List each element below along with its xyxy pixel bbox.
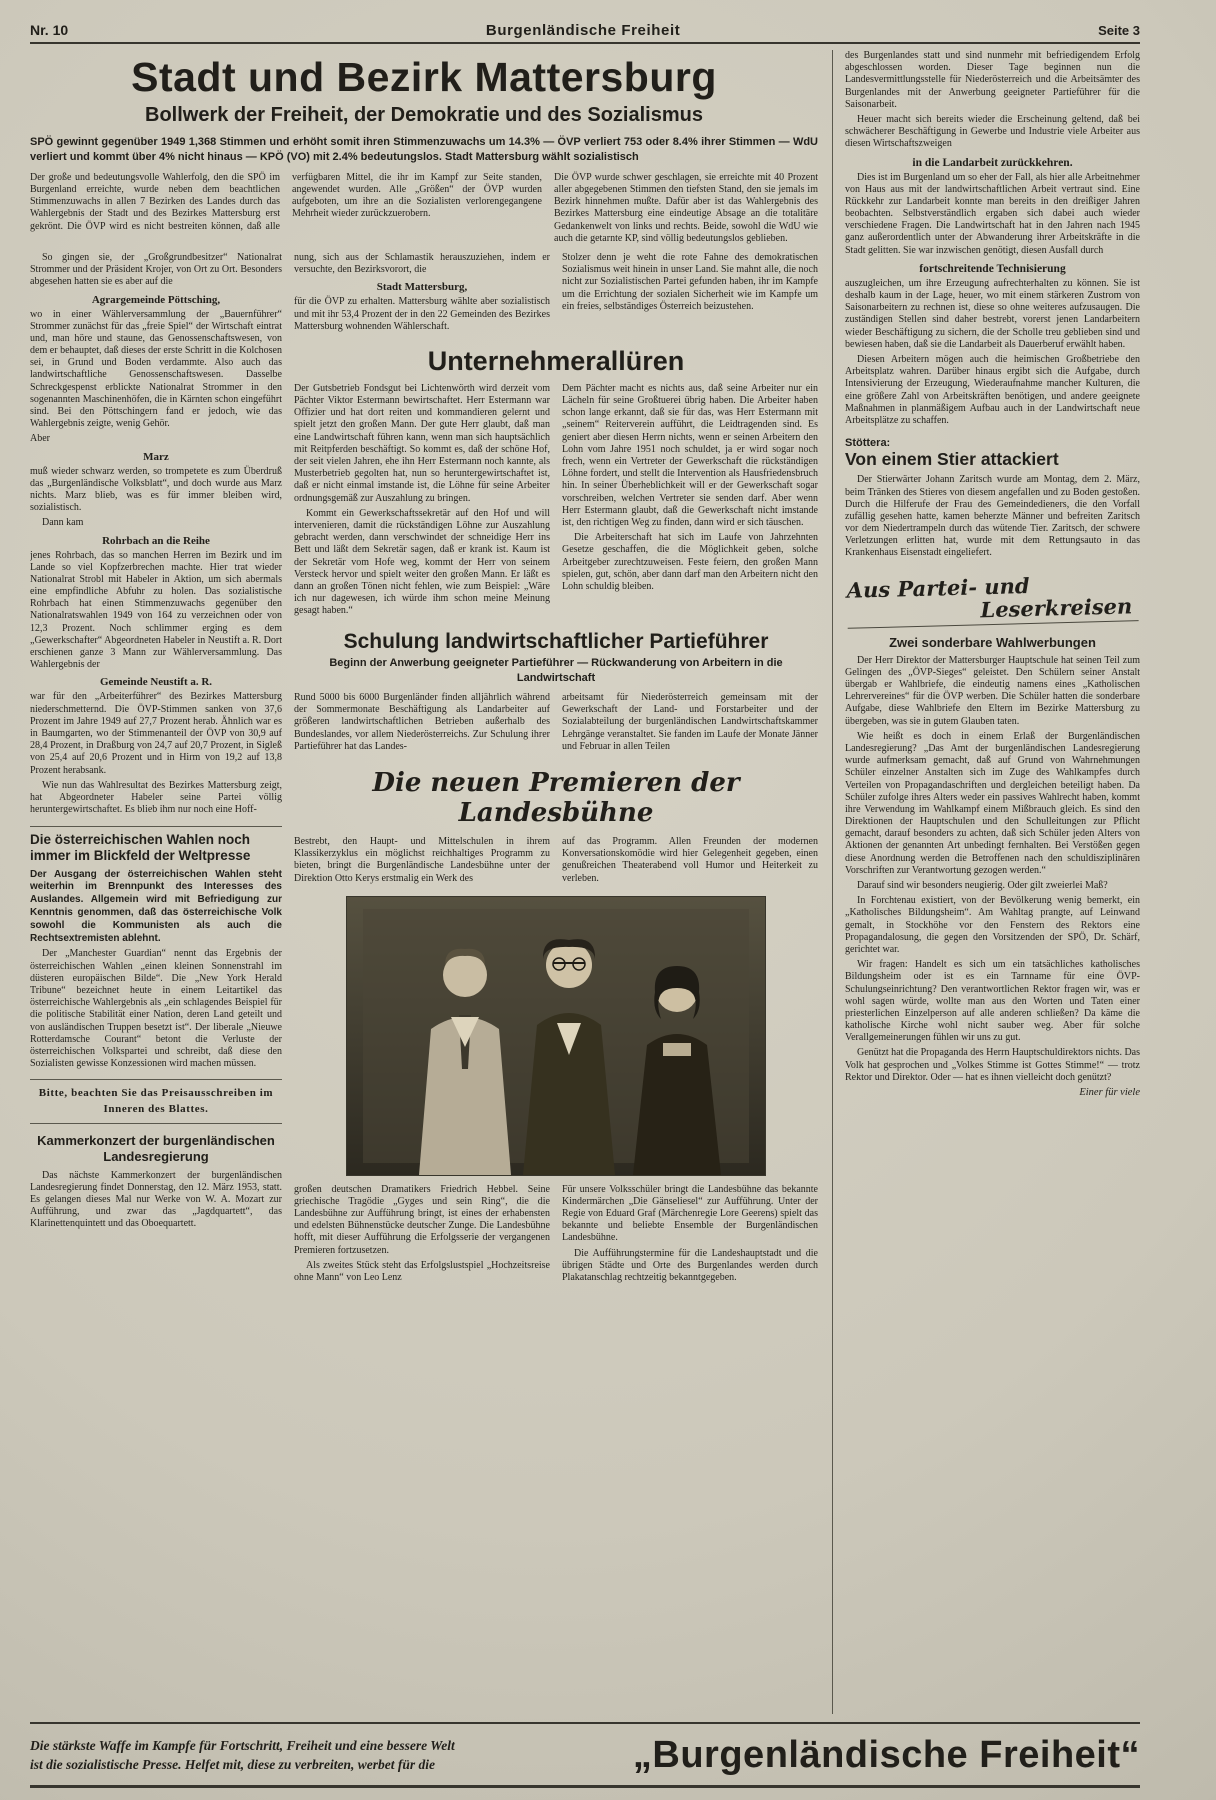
article-paragraph: Wir fragen: Handelt es sich um ein tatsächliches katholisches Bildungsheim oder ist es ein Tarnname für eine ÖVP-Schulungseinrichtung? Den verantwortlichen Rektor fragen wir, was er wohl sagen würde, wollte man aus den Worten und Taten einer priesterlichen Einzelperson auf alle anderen schließen? Da käme die katholische Kirche wohl nicht sauber weg. Aber für solche Verallgemeinerungen fühlen wir uns zu gut. [845,959,1140,1044]
lead-summary: SPÖ gewinnt gegenüber 1949 1,368 Stimmen und erhöht somit ihren Stimmenzuwachs um 14.3% — ÖVP verliert 753 oder 8.4% ihrer Stimmen — WdU verliert und kommt über 4% nicht hinaus — KPÖ (VO) mit 2.4% bedeutungslos. Stadt Mattersburg wählt sozialistisch [30,136,818,164]
article-paragraph: für die ÖVP zu erhalten. Mattersburg wählte aber sozialistisch und mit ihr 53,4 Prozent der in den 22 Gemeinden des Bezirkes Mattersburg wohnenden Wählerschaft. [294,296,550,332]
article-paragraph: Die Arbeiterschaft hat sich im Laufe von Jahrzehnten Gesetze geschaffen, die die Möglichkeit geben, solche Arbeitgeber zurechtzuweisen. Feste feiern, den großen Mann spielen, gut, schön, aber dann darf man den Arbeitern nicht den Lohn schuldig bleiben. [562,532,818,592]
article-paragraph: war für den „Arbeiterführer“ des Bezirkes Mattersburg niederschmetternd. Die ÖVP-Stimmen sanken von 37,6 Prozent im Jahre 1949 auf 27,7 Prozent herab. Ähnlich war es in Baumgarten, wo der Stimmenanteil der ÖVP von 30,9 auf 28,4 Prozent, in Draßburg von 24,7 auf 20,7 Prozent, in Sigleß von 25,4 auf 20,6 Prozent und in Hirm von 19,2 auf 13,8 Prozent herabsank. [30,691,282,776]
article-schulung [294,630,818,756]
preisausschreiben-notice: Bitte, beachten Sie das Preisausschreiben im Inneren des Blattes. [30,1079,282,1124]
issue-number: Nr. 10 [30,22,69,38]
crosshead-landarbeit: in die Landarbeit zurückkehren. [912,156,1073,169]
premieren-top-columns [294,836,818,888]
article-premieren [294,768,818,1287]
crosshead-neustift: Gemeinde Neustift a. R. [99,676,213,689]
article-paragraph: Rund 5000 bis 6000 Burgenländer finden alljährlich während der Sommermonate Beschäftigung als Landarbeiter auf größeren landwirtschaftlichen Betrieben außerhalb des Bundeslandes, vor allem Niederösterreichs. Zur Schulung ihrer Partieführer hat das Landes- [294,692,550,752]
article-paragraph: Stolzer denn je weht die rote Fahne des demokratischen Sozialismus weit hinein in unser Land. Sie mahnt alle, die noch nicht zur Sozialistischen Partei gefunden haben, ihr im Kampfe um die Errichtung der sozialen Sicherheit wie im Kampfe um ein freies, selbständiges Österreich beizustehen. [562,251,818,312]
intro-right-column [554,172,818,248]
lead-article-intro-row [30,172,818,248]
article-stier [845,437,1140,560]
article-paragraph: Für unsere Volksschüler bringt die Landesbühne das bekannte Kindermärchen „Die Gänseliesel“ zur Aufführung. Unter der Regie von Eduard Graf (Märchenregie Lore Geerens) spielt das bekannte und beliebte Ensemble der Burgenländischen Landesbühne. [562,1183,818,1244]
premieren-col-a [294,836,550,888]
schulung-subheadline: Beginn der Anwerbung geeigneter Partieführer — Rückwanderung von Arbeitern in die Landwirtschaft [329,657,783,684]
script-line-1: Aus Partei- und [846,572,1030,603]
article-paragraph: muß wieder schwarz werden, so trompetete es zum Überdruß das „Burgenländische Volksblatt“, und doch wurde aus Marz nichts. Marz blieb, was es für immer bleiben wird, sozialistisch. [30,465,282,514]
schulung-col-b [562,692,818,756]
article-unternehmerallueren [294,346,818,621]
article-kammerkonzert [30,1133,282,1230]
unternehmer-col-b [562,383,818,621]
lead-article-continuation-row [294,252,818,336]
wahlen-headline: Die österreichischen Wahlen noch immer im Blickfeld der Weltpresse [30,832,251,864]
article-paragraph: So gingen sie, der „Großgrundbesitzer“ Nationalrat Strommer und der Präsident Krojer, von Ort zu Ort. Besonders abgesehen hatten sie es aber auf die [30,251,282,288]
crosshead-rohrbach: Rohrbach an die Reihe [102,534,210,547]
article-paragraph: des Burgenlandes statt und sind nunmehr mit befriedigendem Erfolg abgeschlossen worden. Dieser Tage beginnen nun die Landesvermittlungsstelle für Niederösterreich und die Arbeitsämter des Burgenlandes mit der Anwerbung geeigneter Partieführer für die Saisonarbeit. [845,50,1140,110]
article-paragraph: Der Herr Direktor der Mattersburger Hauptschule hat seinen Teil zum Gelingen des „ÖVP-Sieges“ geleistet. Den Schülern seiner Anstalt übergab er Wahlbriefe, die eindeutig namens eines „Katholischen Lehrervereines“ für die ÖVP werben. Die Schüler hatten die sonderbare Aufgabe, diese Wahlbriefe den Eltern im Bezirke Mattersburg zu übergeben, was sie in gutem Glauben taten. [845,654,1140,727]
article-paragraph: Wie heißt es doch in einem Erlaß der Burgenländischen Landesregierung? „Das Amt der burgenländischen Landesregierung wurde aufmerksam gemacht, daß auf Grund von Wahrnehmungen Schüler einzelner Anstalten sich im Zuge des Wahlkampfes durch Verteilen von Propagandaschriften und dergleichen beteiligt haben. Da Schüler zufolge ihres Alters weder ein passives Wahlrecht haben, kommt ihre Verwendung im Wahlkampf einem Mißbrauch gleich. Es sind den Direktionen der Hauptschulen und den Schulleitungen zur Pflicht gemacht, darauf besonders zu achten, daß sich Schüler jeden Alters von Aktionen der genannten Art unbedingt fernhalten. Bei Verstößen gegen diese Anordnung werden die Betroffenen nach den schuldisziplinären Vorschriften zur Verantwortung gezogen werden.“ [845,730,1140,876]
page-number: Seite 3 [1098,23,1140,38]
article-paragraph: Diesen Arbeitern mögen auch die heimischen Großbetriebe den Arbeitsplatz wahren. Darüber hinaus ergibt sich die Aufgabe, durch Intensivierung der Erzeugung, Wiederaufnahme mancher Kulturen, die eine größere Zahl von Arbeitskräften benötigen, und andere geeignete Maßnahmen in planmäßigem Aufbau auch in der Landwirtschaft neue Arbeitsplätze zu schaffen. [845,353,1140,426]
article-paragraph: Heuer macht sich bereits wieder die Erscheinung geltend, daß bei schwächerer Beschäftigung in Gewerbe und Industrie viele Arbeiter aus diesen Wirtschaftszweigen [845,113,1140,150]
continuation-left [294,252,550,336]
crosshead-stadt-mattersburg: Stadt Mattersburg, [376,281,468,294]
theater-photo [346,896,766,1176]
intro-columns [30,172,542,248]
schulung-col-a [294,692,550,756]
article-paragraph: Der „Manchester Guardian“ nennt das Ergebnis der österreichischen Wahlen „einen kleinen Sonnenstrahl im düsteren europäischen Bilde“. Die „New York Herald Tribune“ bezeichnet heute in einem Leitartikel das österreichische Wahlergebnis als „ein schlagendes Beispiel für die politische Stabilität einer Nation, deren Land geteilt und von ausländischen Truppen besetzt ist“. Der liberale „Nieuwe Rotterdamsche Courant“ betont die Verluste der österreichischen Volkspartei und schreibt, daß diese den Sozialisten gewisse Konzessionen wird machen müssen. [30,948,282,1070]
article-wahlen-weltpresse [30,826,282,1070]
article-paragraph: Bestrebt, den Haupt- und Mittelschulen in ihrem Klassikerzyklus ein möglichst reichhaltiges Programm zu bieten, bringt die Burgenländische Landesbühne unter der Direktion Otto Kerys erstmalig ein Werk des [294,835,550,884]
main-area [30,50,818,1714]
article-paragraph: Kommt ein Gewerkschaftssekretär auf den Hof und will intervenieren, damit die rückständigen Löhne zur Auszahlung gebracht werden, dann verschwindet der schneidige Herr ins Bett und läßt dem Sekretär sagen, daß er krank ist. Kaum ist der Sekretär vom Hofe weg, kommt der Herr von seinem Versteck hervor und spielt weiter den großen Mann. Er läßt es dann an großen Tönen nicht fehlen, wie zum Beispiel: „Wäre ich nur dagewesen, ich würde ihm schon meine Meinung gesagt haben.“ [294,507,550,617]
premieren-below-left [294,1184,550,1288]
premieren-bottom-columns [294,1184,818,1288]
article-paragraph: jenes Rohrbach, das so manchen Herren im Bezirk und im Lande so viel Kopfzerbrechen machte. Hier trat wieder Nationalrat Strobl mit Habeler in Aktion, um sich abermals eine empfindliche Abfuhr zu holen. Das sozialistische Rohrbach hat einen Stimmenzuwachs gegenüber den Nationalratswahlen 1949 von 164 zu verzeichnen oder von 12,3 Prozent. Noch schlimmer erging es dem „Gewerkschafter“ Abgeordneten Habeler in Neustift a. R. Dort erschienen ganze 3 Mann zur Wählerversammlung. Das Wahlergebnis der [30,549,282,671]
article-paragraph: Dem Pächter macht es nichts aus, daß seine Arbeiter nur ein Lächeln für seine Großtuerei übrig haben. Die Arbeiter haben schon lange erkannt, daß sie für das, was Herr Estermann mit „seinem“ Reiterverein aufführt, die Leidtragenden sind. Es geniert aber diesen Herrn nichts, wenn er seinen Arbeitern den Lohn vom Jahre 1951 noch schuldet, ja er wird sogar noch frech, wenn ein Vertreter der Gewerkschaft die rückständigen Löhne fordert, und stellt die Intervention als Hausfriedensbruch hin. In seiner Überheblichkeit will er der Gewerkschaft sogar vorschreiben, welchen Vertreter sie senden darf. Aber wenn Herr Estermann glaubt, daß die Gewerkschaft nicht imstande ist, den richtigen Weg zu finden, dann wird er sich täuschen. [562,382,818,528]
article-paragraph: nung, sich aus der Schlamastik herauszuziehen, indem er versuchte, den Bezirksvorort, die [294,251,550,276]
article-paragraph: Der Gutsbetrieb Fondsgut bei Lichtenwörth wird derzeit vom Pächter Viktor Estermann bewirtschaftet. Herr Estermann war Offizier und hat dort reiten und kommandieren gelernt und spielt jetzt den großen Mann. Der gute Herr glaubt, daß man eine Landwirtschaft führen kann, wenn man sich hauptsächlich mit Reitpferden beschäftigt. So kommt es, daß der schöne Hof, der seit vielen Jahren, ehe ihn Herr Estermann noch kannte, als Musterbetrieb gegolten hat, nun so heruntergewirtschaftet ist, daß er nicht einmal imstande ist, die Löhne für seine Arbeiter ordnungsgemäß zur Auszahlung zu bringen. [294,382,550,504]
schulung-columns [294,692,818,756]
article-paragraph: Darauf sind wir besonders neugierig. Oder gilt zweierlei Maß? [857,880,1108,891]
article-paragraph: Aber [30,433,50,445]
crosshead-technisierung: fortschreitende Technisierung [919,262,1066,275]
article-paragraph: Die ÖVP wurde schwer geschlagen, sie erreichte mit 40 Prozent aller abgegebenen Stimmen den tiefsten Stand, den sie jemals im Bezirk hinnehmen mußte. Dafür aber ist das Wahlergebnis des Bezirkes Mattersburg eine eindeutige Absage an die totalitäre Gedankenwelt von links und rechts. Beide, sowohl die WdU wie auch die getarnte KP, sind völlig bedeutungslos geblieben. [554,171,818,244]
kammerkonzert-headline: Kammerkonzert der burgenländischen Landesregierung [37,1133,275,1165]
main-columns-row [30,252,818,1287]
unternehmer-col-a [294,383,550,621]
masthead-title: Burgenländische Freiheit [485,22,681,39]
stier-kicker: Stöttera: [845,437,891,450]
continuation-right [562,252,818,336]
lead-article-head [30,56,818,166]
premieren-headline: Die neuen Premieren der Landesbühne [372,767,740,828]
left-column [30,252,282,1287]
center-column [294,252,818,1287]
premieren-below-right [562,1184,818,1288]
script-line-2: Leserkreisen [847,593,1139,629]
article-wahlwerbungen [845,635,1140,1098]
article-paragraph: Der große und bedeutungsvolle Wahlerfolg, den die SPÖ im Burgenland erreichte, wurde neben dem beachtlichen Stimmenzuwachs in allen 7 Bezirken des Landes durch das Wahlergebnis der Stadt und des Bezirkes Mattersburg erst gekrönt. Die ÖVP wird es nicht bestreiten können, daß alle verfügbaren Mittel, die ihr im Kampf zur Seite standen, angewendet wurden. Alle „Größen“ der ÖVP wurden aufgeboten, um ihre an die Sozialisten verlorengegangene Mehrheit wieder zurückzuerobern. [30,171,542,232]
article-paragraph: Wie nun das Wahlresultat des Bezirkes Mattersburg zeigt, hat Abgeordneter Habeler seine Partei völlig heruntergewirtschaftet. Es blieb ihm nur noch eine Hoff- [30,779,282,816]
article-signature: Einer für viele [1079,1087,1140,1098]
wahlwerbungen-headline: Zwei sonderbare Wahlwerbungen [889,634,1096,650]
article-paragraph: Dies ist im Burgenland um so eher der Fall, als hier alle Arbeitnehmer von Haus aus mit der landwirtschaftlichen Arbeit vertraut sind. Eine Rückkehr zur Landarbeit konnte man bereits in den dreißiger Jahren beobachten. Selbstverständlich ergaben sich dabei auch wieder verschiedene Fragen. Die Landwirtschaft hat in den Jahren nach 1945 ganz außerordentlich unter der Abwanderung ihrer Arbeitskräfte in die Stadt gelitten. Sie war inzwischen genötigt, diesen Ausfall durch [845,171,1140,256]
footer-brand: „Burgenländische Freiheit“ [632,1734,1140,1776]
article-paragraph: Genützt hat die Propaganda des Herrn Hauptschuldirektors nichts. Das Volk hat gesprochen und „Volkes Stimme ist Gottes Stimme!“ — trotz Rektor und Direktor. Oder — hat es ihnen vielleicht doch genützt? [845,1047,1140,1083]
unternehmer-columns [294,383,818,621]
article-paragraph: arbeitsamt für Niederösterreich gemeinsam mit der Gewerkschaft der Land- und Forstarbeiter und der Sozialabteilung der burgenländischen Landwirtschaftskammer Lehrgänge veranstaltet. Sie fanden im Laufe der Monate Jänner und Februar in allen Teilen [562,692,818,752]
article-paragraph: Die Aufführungstermine für die Landeshauptstadt und die übrigen Städte und Orte des Burgenlandes werden durch Plakatanschlag rechtzeitig bekanntgegeben. [562,1247,818,1284]
wahlen-lead: Der Ausgang der österreichischen Wahlen steht weiterhin im Brennpunkt des Interesses des Auslandes. Allgemein wird mit Befriedigung zur Kenntnis genommen, daß das österreichische Volk sowohl die Kommunisten als auch die Rechtsextremisten ablehnt. [30,868,282,944]
page-body [30,44,1140,1714]
crosshead-poettsching: Agrargemeinde Pöttsching, [91,293,221,306]
footer-slogan-line-2: ist die sozialistische Presse. Helfet mit, diese zu verbreiten, werbet für die [30,1756,435,1772]
article-paragraph: Dann kam [42,517,84,529]
article-paragraph: großen deutschen Dramatikers Friedrich Hebbel. Seine griechische Tragödie „Gyges und sein Ring“, die die Landesbühne zur Aufführung bringt, ist eines der erhabensten und edelsten Bühnenstücke deutscher Zunge. Die Landesbühne hofft, mit dieser Aufführung die Erfolgsserie der vergangenen Premieren fortzusetzen. [294,1183,550,1256]
page-header [30,22,1140,44]
schulung-headline: Schulung landwirtschaftlicher Partieführer [343,630,769,654]
unternehmer-headline: Unternehmerallüren [427,345,685,376]
article-paragraph: Als zweites Stück steht das Erfolgslustspiel „Hochzeitsreise ohne Mann“ von Leo Lenz [294,1259,550,1284]
article-paragraph: wo in einer Wählerversammlung der „Bauernführer“ Strommer zunächst für das „freie Spiel“ der Wirtschaft eintrat und, man höre und staune, das Genossenschaftswesen, von dem er behauptet, daß dieses der erste Schritt in die Kolchosen sei, in Grund und Boden verdammte. Also auch das landwirtschaftliche Genossenschaftswesen. Dasselbe Schreckgespenst erblickte Nationalrat Strommer in den sogenannten Maschinenhöfen, die in Kärnten schon eingeführt sind. Bei den Pöttschingern fand er jedoch, wie das Wahlergebnis zeigte, wenig Gehör. [30,308,282,430]
main-subheadline: Bollwerk der Freiheit, der Demokratie und des Sozialismus [145,104,703,127]
main-headline: Stadt und Bezirk Mattersburg [131,54,717,100]
footer-banner [30,1722,1140,1788]
article-paragraph: Der Stierwärter Johann Zaritsch wurde am Montag, dem 2. März, beim Tränken des Stieres von diesem angefallen und zu Boden gestoßen. Durch die Hilferufe der Frau des Gemeindedieners, die den Vorfall zufällig gesehen hatte, kamen beherzte Männer und befreiten Zaritsch vor dem Niedertrampeln durch das wütende Tier. Zaritsch, der schwere Verletzungen erlitten hat, wurde mit dem Rettungsauto in das Krankenhaus Eisenstadt eingeliefert. [845,474,1140,559]
footer-slogan-line-1: Die stärkste Waffe im Kampfe für Fortschritt, Freiheit und eine bessere Welt [30,1737,455,1753]
right-sidebar [832,50,1140,1714]
article-paragraph: Das nächste Kammerkonzert der burgenländischen Landesregierung findet Donnerstag, den 12. März 1953, statt. Es gelangen dieses Mal nur Werke von W. A. Mozart zur Aufführung, und zwar das „Jagdquartett“, das Klarinettenquintett und das Oboequartett. [30,1169,282,1230]
footer-slogan [30,1737,530,1775]
stier-headline: Von einem Stier attackiert [845,449,1059,470]
article-paragraph: In Forchtenau existiert, von der Bevölkerung wenig bemerkt, ein „Katholisches Bildungsheim“. Am Wahltag prangte, auf Leinwand gemalt, in Stockhöhe vor den Fenstern des Rektors eine Propagandalosung, die gegen den Vorsitzenden der SPÖ, Dr. Schärf, gerichtet war. [845,895,1140,955]
article-paragraph: auszugleichen, um ihre Erzeugung aufrechterhalten zu können. Sie ist deshalb kaum in der Lage, heuer, wo mit einem stärkeren Zustrom von Saisonarbeitern zu rechnen ist, diese so ohne weiteres aufzusaugen. Die zuständigen Stellen sind daher bestrebt, vorerst jenen Landarbeitern wieder Beschäftigung zu sichern, die der Scholle treu geblieben sind und bewiesen haben, daß sie die Landarbeit als Dauerberuf erwählt haben. [845,277,1140,350]
premieren-col-b [562,836,818,888]
theater-photo-illustration [347,897,765,1175]
leserkreise-script-heading [846,570,1138,629]
crosshead-marz: Marz [143,450,169,463]
article-paragraph: auf das Programm. Allen Freunden der modernen Konversationskomödie wird hier Gelegenheit gegeben, einen genußreichen Theaterabend voll Humor und Heiterkeit zu verleben. [562,835,818,884]
